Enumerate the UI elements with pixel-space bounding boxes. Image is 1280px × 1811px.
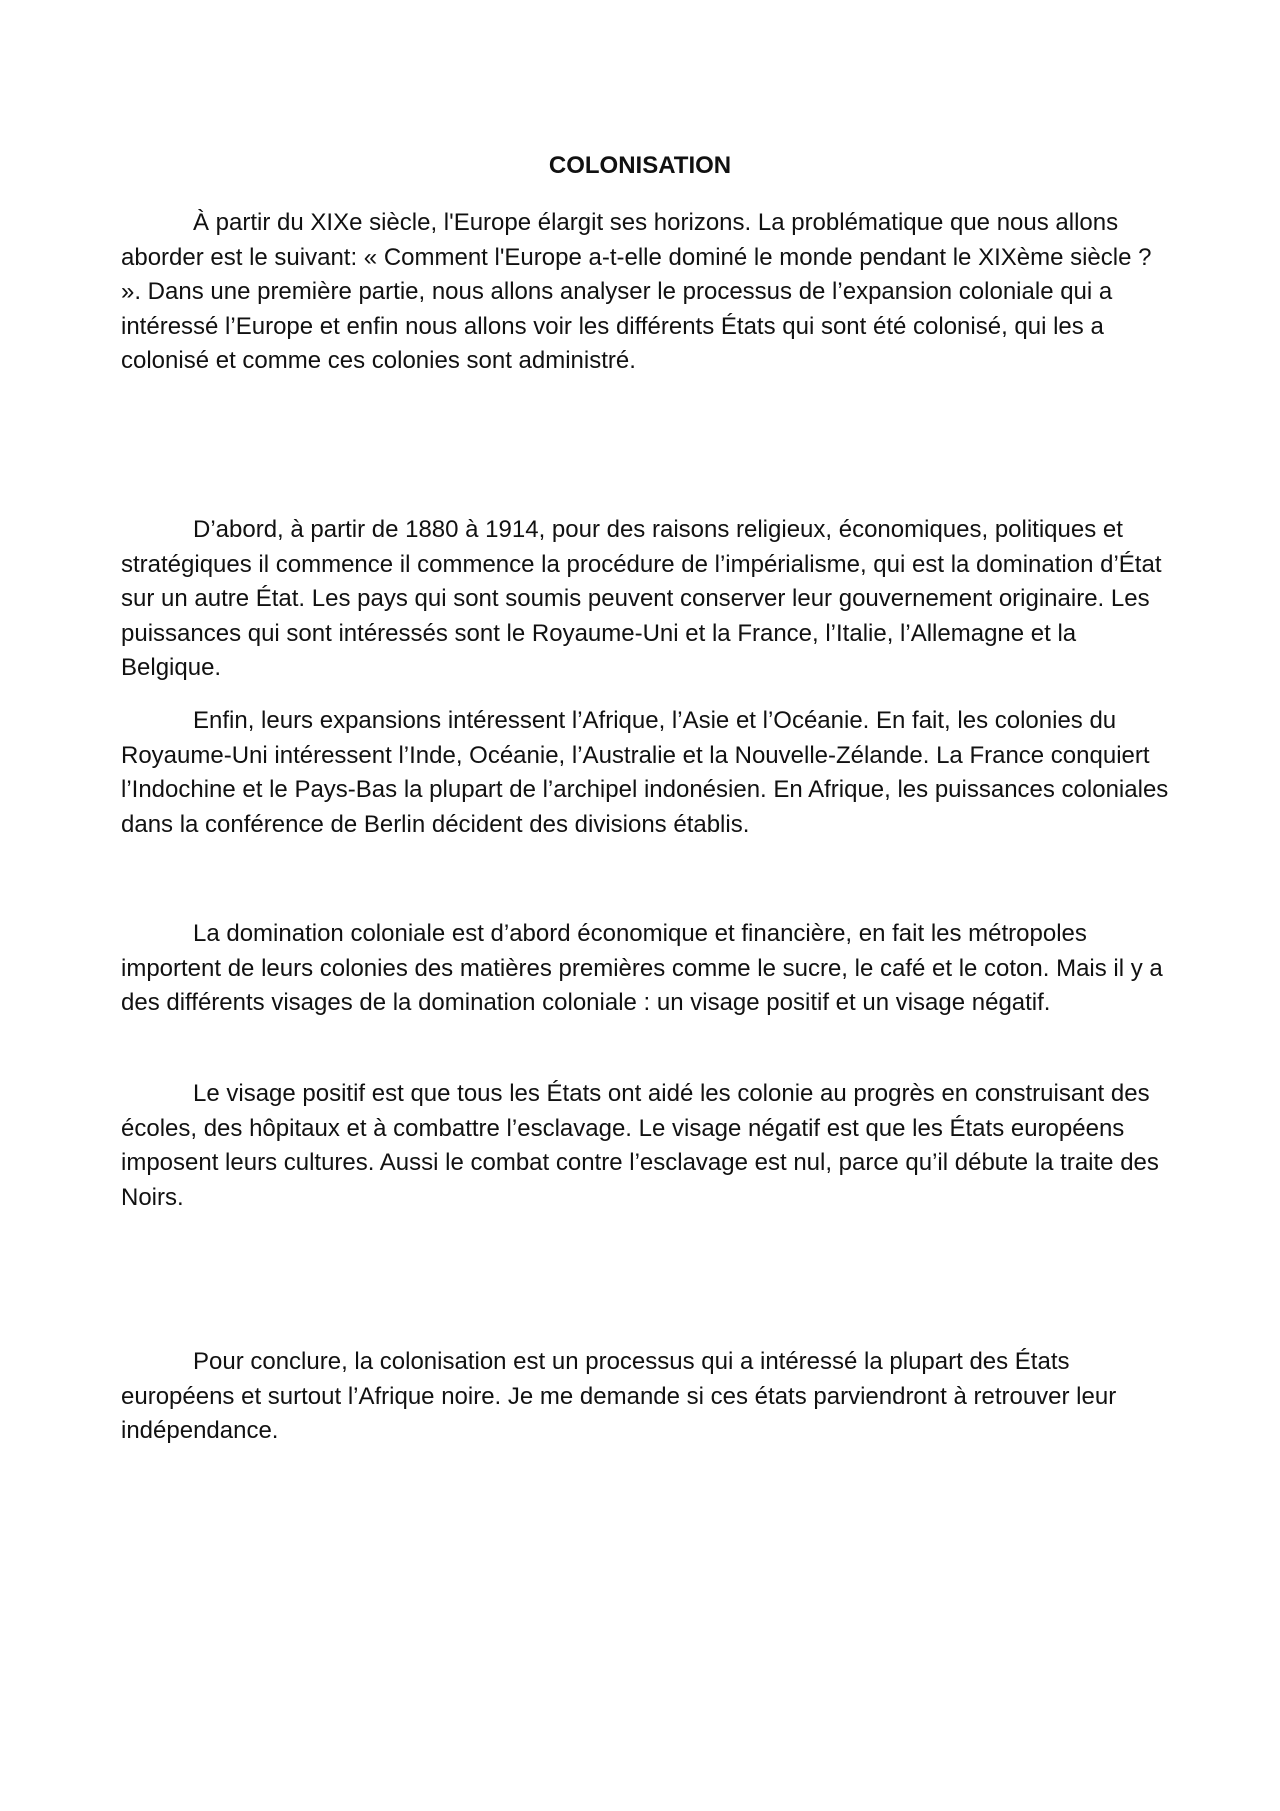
document-title: COLONISATION <box>548 152 732 179</box>
paragraph-conclusion: Pour conclure, la colonisation est un processus qui a intéressé la plupart des États européens et surtout l’Afrique noire. Je me demande si ces états parviendront à retrouver leur indépendance. <box>121 1348 1117 1445</box>
paragraph-imperialism: D’abord, à partir de 1880 à 1914, pour des raisons religieux, économiques, politiques et stratégiques il commence il commence la procédure de l’impérialisme, qui est la domination d’État sur un autre État. Les pays qui sont soumis peuvent conserver leur gouvernement originaire. Les puissances qui sont intéressés sont le Royaume-Uni et la France, l’Italie, l’Allemagne et la Belgique. <box>121 516 1162 682</box>
paragraph-positive-negative: Le visage positif est que tous les États ont aidé les colonie au progrès en construisant des écoles, des hôpitaux et à combattre l’esclavage. Le visage négatif est que les États européens imposent leurs cultures. Aussi le combat contre l’esclavage est nul, parce qu’il débute la traite des Noirs. <box>121 1080 1159 1211</box>
paragraph-expansions: Enfin, leurs expansions intéressent l’Afrique, l’Asie et l’Océanie. En fait, les colonies du Royaume-Uni intéressent l’Inde, Océanie, l’Australie et la Nouvelle-Zélande. La France conquiert l’Indochine et le Pays-Bas la plupart de l’archipel indonésien. En Afrique, les puissances coloniales dans la conférence de Berlin décident des divisions établis. <box>121 707 1169 838</box>
paragraph-introduction: À partir du XIXe siècle, l'Europe élargit ses horizons. La problématique que nous allons aborder est le suivant: « Comment l'Europe a-t-elle dominé le monde pendant le XIXème siècle ? ». Dans une première partie, nous allons analyser le processus de l’expansion coloniale qui a intéressé l’Europe et enfin nous allons voir les différents États qui sont été colonisé, qui les a colonisé et comme ces colonies sont administré. <box>121 209 1152 375</box>
paragraph-domination: La domination coloniale est d’abord économique et financière, en fait les métropoles importent de leurs colonies des matières premières comme le sucre, le café et le coton. Mais il y a des différents visages de la domination coloniale : un visage positif et un visage négatif. <box>121 920 1163 1017</box>
